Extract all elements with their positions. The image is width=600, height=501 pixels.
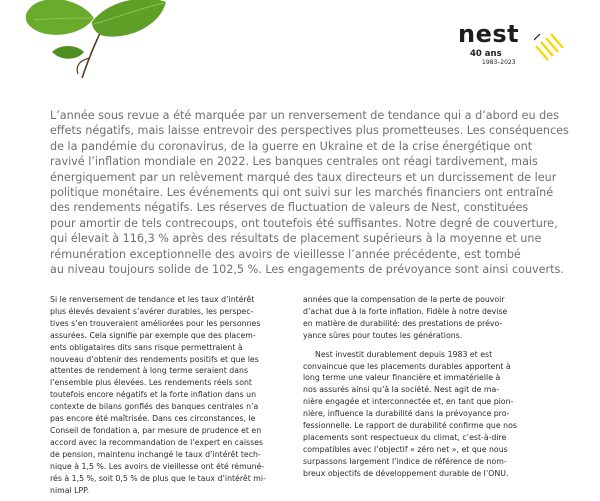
lead-line: rémunération exceptionnelle des avoirs de vieillesse l’année précédente, est tombé	[50, 247, 521, 261]
body-line: rés à 1,5 %, soit 0,5 % de plus que le taux d’intérêt mi-	[50, 473, 266, 483]
body-line: tives s’en trouveraient améliorées pour les personnes	[50, 318, 261, 328]
body-line: fessionnelle. Le rapport de durabilité confirme que nos	[303, 421, 517, 431]
body-line: compatibles avec l’objectif « zéro net », et que nous	[303, 444, 508, 454]
lead-line: des rendements négatifs. Les réserves de fluctuation de valeurs de Nest, constituées	[50, 201, 529, 215]
lead-line: politique monétaire. Les événements qui ont suivi sur les marchés financiers ont entraîné	[50, 186, 554, 200]
green-leaves-icon	[20, 0, 170, 80]
logo-wordmark: nest	[458, 20, 520, 48]
lead-line: pour amortir de tels contrecoups, ont toutefois été suffisantes. Notre degré de couverture,	[50, 216, 558, 230]
body-line: placements sont respectueux du climat, c’est-à-dire	[303, 432, 507, 442]
lead-paragraph	[50, 108, 569, 277]
body-line: attentes de rendement à long terme seraient dans	[50, 366, 249, 376]
body-line: ents obligataires dits sans risque permettraient à	[50, 342, 243, 352]
body-column-right	[303, 294, 548, 480]
body-line: pas encore été maîtrisée. Dans ces circonstances, le	[50, 414, 256, 424]
body-line: l’ensemble plus élevées. Les rendements réels sont	[50, 378, 252, 388]
body-column-left	[50, 294, 295, 496]
lead-line: énergiquement par un relèvement marqué des taux directeurs et un durcissement de leur	[50, 170, 557, 184]
body-line: toutefois encore négatifs et la forte inflation dans un	[50, 390, 257, 400]
body-line: nimal LPP.	[50, 485, 90, 495]
body-line: d’achat due à la forte inflation. Fidèle à notre devise	[303, 306, 508, 316]
lead-line: L’année sous revue a été marquée par un renversement de tendance qui a d’abord eu des	[50, 109, 559, 122]
nest-logo	[458, 22, 568, 74]
body-line: convaincue que les placements durables apportent à	[303, 361, 511, 371]
paragraph-gap	[303, 342, 548, 349]
body-line: accord avec la recommandation de l’expert en caisses	[50, 437, 263, 447]
body-line: nouveau d’obtenir des rendements positifs et que les	[50, 354, 259, 364]
body-line: yance sûres pour toutes les générations.	[303, 330, 463, 340]
body-line: nière engagée et interconnectée et, en tant que pion-	[303, 397, 514, 407]
body-line: breux objectifs de développement durable de l’ONU.	[303, 468, 509, 478]
logo-stripes-icon	[534, 26, 564, 64]
lead-line: qui élevait à 116,3 % après des résultats de placement supérieurs à la moyenne et une	[50, 232, 542, 246]
lead-line: ravivé l’inflation mondiale en 2022. Les banques centrales ont réagi tardivement, mais	[50, 155, 538, 169]
lead-line: de la pandémie du coronavirus, de la guerre en Ukraine et de la crise énergétique ont	[50, 139, 533, 153]
lead-line: au niveau toujours solide de 102,5 %. Les engagements de prévoyance sont ainsi couverts.	[50, 263, 564, 277]
body-line: en matière de durabilité: des prestations de prévo-	[303, 318, 503, 328]
body-line: Si le renversement de tendance et les taux d’intérêt	[50, 295, 255, 304]
body-line: Conseil de fondation a, par mesure de prudence et en	[50, 425, 262, 435]
body-line: contexte de bilans gonflés des banques centrales n’a	[50, 402, 259, 412]
logo-anniversary: 40 ans	[470, 49, 502, 59]
body-line: plus élevés devaient s’avérer durables, les perspec-	[50, 306, 254, 316]
body-line: années que la compensation de la perte de pouvoir	[303, 295, 505, 304]
body-line: Nest investit durablement depuis 1983 et est	[315, 349, 493, 359]
body-line: nos assurés ainsi qu’à la société. Nest agit de ma-	[303, 385, 500, 395]
body-line: de pension, maintenu inchangé le taux d’intérêt tech-	[50, 449, 261, 459]
body-line: assurées. Cela signifie par exemple que des placem-	[50, 330, 256, 340]
body-line: nière, influence la durabilité dans la prévoyance pro-	[303, 409, 510, 419]
logo-years: 1983–2023	[482, 59, 516, 66]
lead-line: effets négatifs, mais laisse entrevoir des perspectives plus prometteuses. Les conséquences	[50, 124, 569, 138]
body-line: nique à 1,5 %. Les avoirs de vieillesse ont été rémuné-	[50, 461, 265, 471]
body-line: surpassons largement l’indice de référence de nom-	[303, 456, 507, 466]
body-line: long terme une valeur financière et immatérielle à	[303, 373, 501, 383]
